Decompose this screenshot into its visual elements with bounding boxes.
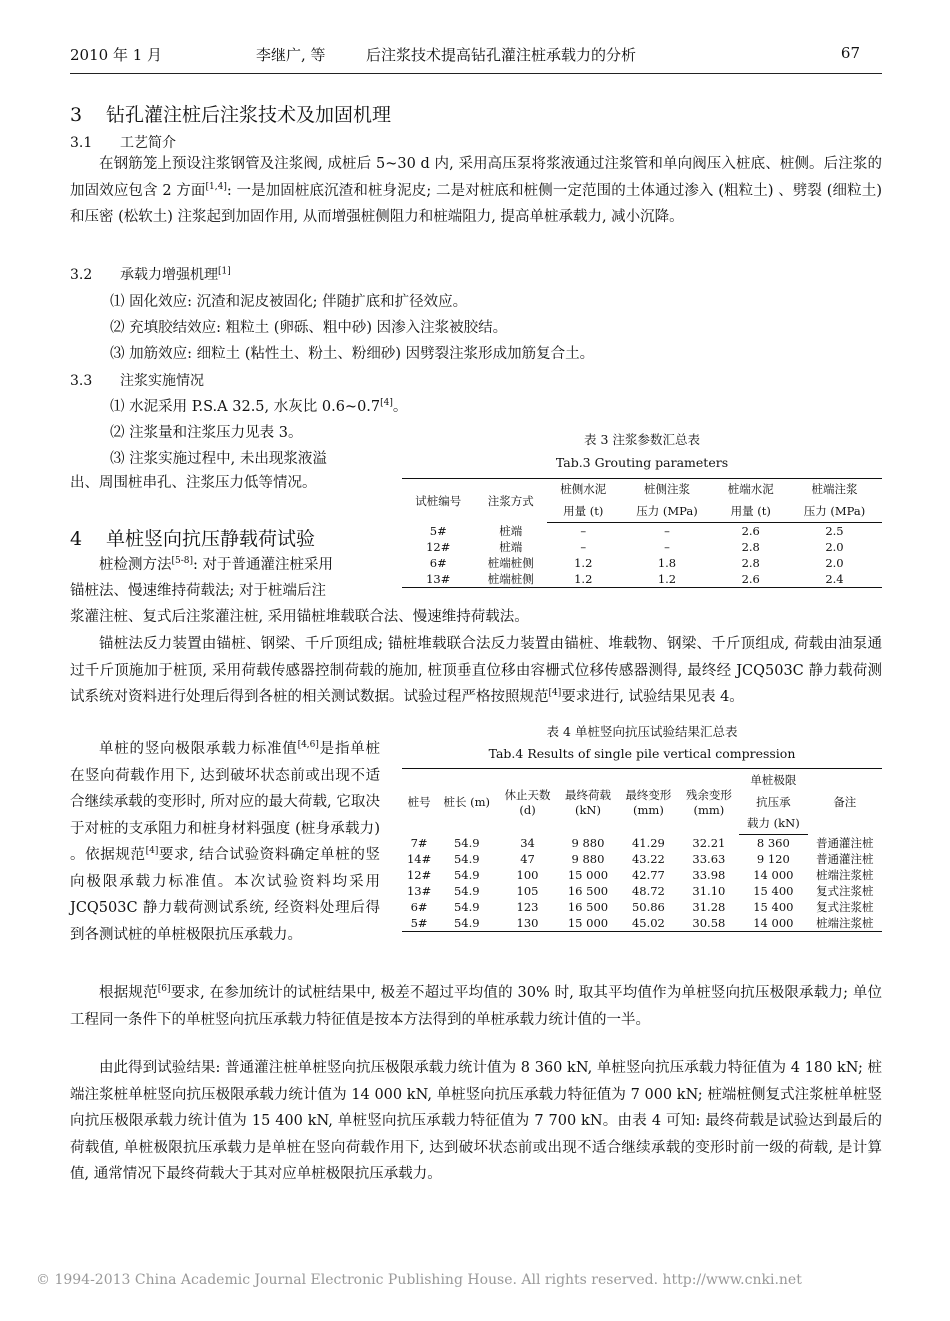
text-run: 根据规范 [99,985,158,1001]
subsection-3-3-number: 3.3 [70,373,93,389]
header-page-number: 67 [840,44,860,62]
subsection-3-1-title: 工艺简介 [120,135,176,151]
paragraph-3-1-part1: 在钢筋笼上预设注浆钢管及注浆阀, 成桩后 5~30 d 内, 采用高压泵将浆液通过注浆管和单向阀压入桩底、桩侧。后注浆的加固效应包含 2 方面 [70,156,882,199]
table-header: 桩长 (m) [436,769,497,835]
table-header: 单桩极限 [739,769,808,791]
table-cell: 30.58 [679,915,739,932]
table-header-line1: 休止天数 [504,787,551,802]
table-header-line1: 最终变形 [625,787,672,802]
paragraph-4-1-line2: 锚桩法、慢速维持荷载法; 对于桩端后注 [70,583,326,599]
running-header [70,44,882,70]
citation: [4] [548,688,562,699]
text-run: 指单桩在竖向荷载作用下, 达到破坏状态前或出现不适合继续承载的变形时, 所对应的最大荷载, 它取决于对桩的支承阻力和桩身材料强度 (桩身承载力) 。依据规范 [70,741,381,863]
table-header [497,769,557,835]
table-header: 用量 (t) [547,500,620,523]
list-item: ⑶ 注浆实施过程中, 未出现浆液溢 [110,451,327,467]
table-row [402,867,882,883]
table-header [558,769,618,835]
paragraph-4-3 [70,736,380,948]
list-item: ⑵ 充填胶结效应: 粗粒土 (卵砾、粗中砂) 因渗入注浆被胶结。 [110,320,508,336]
table-cell: – [664,524,670,538]
paragraph-3-1 [70,151,882,231]
table-4-caption-cn: 表 4 单桩竖向抗压试验结果汇总表 [546,724,738,739]
table-cell: 桩端桩侧 [475,571,548,588]
table-header: 桩侧水泥 [547,479,620,500]
text-run: 桩检测方法 [99,557,172,573]
table-header: 用量 (t) [714,500,787,523]
table-cell: 1.2 [574,556,593,570]
table-cell: 2.6 [714,571,787,588]
section-4-title: 单桩竖向抗压静载荷试验 [106,528,316,550]
list-item: ⑵ 注浆量和注浆压力见表 3。 [110,425,303,441]
paragraph-4-5: 由此得到试验结果: 普通灌注桩单桩竖向抗压极限承载力统计值为 8 360 kN, 单桩竖向抗压承载力特征值为 4 180 kN; 桩端注浆桩单桩竖向抗压极限承载力统计值为 14 000 kN, 单桩竖向抗压承载力特征值为 7 000 kN; 桩端桩侧复式注浆桩单桩竖向抗压极限承载力统计值为 15 400 kN, 单桩竖向抗压承载力特征值为 7 700 kN。由表 4 可知: 最终荷载是试验达到最后的荷载值, 单桩极限抗压承载力是单桩在竖向荷载作用下, 达到破坏状态前或出现不适合继续承载的变形时前一级的荷载, 是计算值, 通常情况下最终荷载大于其对应单桩极限抗压承载力。 [70,1060,882,1182]
citation: [4] [145,846,159,857]
table-cell: 6# [429,556,447,570]
list-item: ⑴ 固化效应: 沉渣和泥皮被固化; 伴随扩底和扩径效应。 [110,294,468,310]
list-item-continuation: 出、周围桩串孔、注浆压力低等情况。 [70,475,317,491]
table-3-caption-en: Tab.3 Grouting parameters [555,455,729,470]
table-cell: 48.72 [631,884,665,898]
table-cell: 34 [520,835,535,850]
table-cell: 2.4 [787,571,882,588]
table-header [618,769,678,835]
table-header: 桩侧注浆 [620,479,715,500]
table-cell: 15 000 [567,868,609,882]
table-cell: 47 [520,852,535,866]
paragraph-4-1-line3: 浆灌注桩、复式后注浆灌注桩, 采用锚桩堆载联合法、慢速维持荷载法。 [70,609,529,625]
table-cell: 100 [516,868,539,882]
list-item-end: 。 [392,399,408,415]
header-rule [70,73,882,74]
table-cell: 2.0 [825,540,844,554]
table-cell: 16 500 [567,884,609,898]
table-cell: 54.9 [453,852,480,866]
table-cell: 5# [402,915,436,932]
table-cell: 6# [410,900,428,914]
table-cell: 1.2 [620,571,715,588]
subsection-3-2-number: 3.2 [70,267,93,283]
table-cell: 1.8 [657,556,677,570]
table-cell: 12# [406,868,432,882]
paragraph-4-2 [70,631,882,711]
table-cell: 5# [429,523,447,538]
table-cell: 13# [402,571,475,588]
table-cell: 54.9 [453,868,480,882]
table-cell: 复式注浆桩 [816,884,874,898]
subsection-3-1-heading [70,132,176,152]
table-cell: 桩端 [499,523,523,538]
section-3-title: 钻孔灌注桩后注浆技术及加固机理 [106,104,392,126]
table-cell: 43.22 [631,852,665,866]
table-cell: 9 880 [571,852,605,866]
paragraph-4-4 [70,980,882,1033]
paragraph-3-1-part2: : 一是加固桩底沉渣和桩身泥皮; 二是对桩底和桩侧一定范围的土体通过渗入 (粗粒土) 、劈裂 (细粒土) 和压密 (松软土) 注浆起到加固作用, 从而增强桩侧阻力和桩端阻力, 提高单桩承载力, 减小沉降。 [70,182,882,225]
citation: [1,4] [205,181,227,192]
table-row [402,915,882,932]
citation: [5-8] [171,556,194,567]
table-cell: 2.5 [825,524,844,538]
text-run: 要求, 在参加统计的试桩结果中, 极差不超过平均值的 30% 时, 取其平均值作为单桩竖向抗压极限承载力; 单位工程同一条件下的单桩竖向抗压承载力特征值是按本方法得到的单桩承载力统计值的一半。 [70,985,883,1028]
subsection-3-3-heading [70,370,204,390]
table-cell: 13# [406,884,432,898]
table-cell: 1.2 [547,571,620,588]
header-authors: 李继广, 等 [256,46,326,64]
table-cell: 54.9 [453,900,480,914]
text-run: : 对于普通灌注桩采用 [193,557,334,573]
list-item-text: ⑴ 水泥采用 P.S.A 32.5, 水灰比 0.6~0.7 [110,399,381,415]
table-cell: 桩端注浆桩 [808,915,882,932]
table-cell: 2.8 [741,556,760,570]
subsection-3-2-heading [70,264,231,284]
table-header-line2: (kN) [574,802,601,817]
table-row [402,883,882,899]
table-header [679,769,739,835]
citation: [6] [157,984,171,995]
list-item [110,395,407,416]
table-cell: 54.9 [453,835,480,850]
copyright-footer: © 1994-2013 China Academic Journal Electronic Publishing House. All rights reserved. http://www.cnki.net [36,1272,802,1288]
list-item: ⑶ 加筋效应: 细粒土 (粘性土、粉土、粉细砂) 因劈裂注浆形成加筋复合土。 [110,346,595,362]
section-4-number: 4 [70,528,83,550]
table-header-line2: (mm) [693,802,725,817]
section-3-heading [70,100,391,127]
table-cell: 54.9 [453,884,480,898]
table-cell: – [664,540,670,554]
table-row [402,851,882,867]
table-cell: 2.0 [825,556,844,570]
table-cell: 2.8 [741,540,760,554]
table-row [402,523,882,540]
text-run: 是 [318,741,335,757]
table-cell: 14 000 [753,868,794,882]
text-run: 锚桩法反力装置由锚桩、钢梁、千斤顶组成; 锚桩堆载联合法反力装置由锚桩、堆载物、钢梁、千斤顶组成, 荷载由油泵通过千斤顶施加于桩顶, 采用荷载传感器控制荷载的施加, 桩顶垂直位移由容栅式位移传感器测得, 最终经 JCQ503C 静力载荷测试系统对资料进行处理后得到各桩的相关测试数据。试验过程严格按照规范 [70,636,882,705]
table-cell: 54.9 [436,915,497,932]
table-header-line1: 残余变形 [685,787,732,802]
table-cell: 9 120 [756,852,790,866]
table-cell: 普通灌注桩 [816,835,874,850]
header-date: 2010 年 1 月 [70,46,163,64]
section-4-heading [70,524,315,551]
table-header: 压力 (MPa) [787,500,882,523]
table-cell: 8 360 [756,836,790,850]
citation: [4,6] [297,740,319,751]
subsection-3-2-title: 承载力增强机理 [120,267,218,283]
section-3-number: 3 [70,104,83,126]
table-row [402,899,882,915]
table-cell: 14# [406,852,432,866]
table-row [402,571,882,588]
table-cell: 33.63 [692,852,726,866]
citation: [1] [218,266,231,277]
table-cell: – [580,524,587,538]
table-header: 注浆方式 [475,479,548,523]
table-cell: 41.29 [631,835,665,850]
table-3-caption-cn: 表 3 注浆参数汇总表 [584,432,700,447]
table-row [402,539,882,555]
table-header: 桩端注浆 [787,479,882,500]
table-4 [402,768,882,932]
table-cell: 9 880 [571,835,605,850]
table-cell: 桩端注浆桩 [816,868,874,882]
table-3 [402,478,882,588]
table-cell: 42.77 [631,868,665,882]
table-cell: 12# [426,540,451,554]
table-header: 桩号 [402,769,436,835]
table-header: 载力 (kN) [739,813,808,835]
table-header-line1: 最终荷载 [564,787,611,802]
table-cell: 桩端桩侧 [487,556,534,570]
subsection-3-1-number: 3.1 [70,135,93,151]
header-title: 后注浆技术提高钻孔灌注桩承载力的分析 [366,46,637,64]
text-run: 单桩的竖向极限承载力标准值 [99,741,298,757]
subsection-3-3-title: 注浆实施情况 [120,373,204,389]
table-cell: 50.86 [631,900,665,914]
table-header-line2: (mm) [633,802,664,817]
table-header: 压力 (MPa) [620,500,715,523]
table-4-caption-en: Tab.4 Results of single pile vertical compression [488,746,796,761]
citation: [4] [380,398,393,409]
table-cell: 15 400 [753,884,794,898]
table-cell: 16 500 [567,900,609,914]
table-cell: 123 [516,900,539,914]
table-cell: 130 [497,915,557,932]
table-cell: 15 400 [753,900,794,914]
table-cell: 7# [410,835,428,850]
paragraph-4-1-line1 [99,552,399,579]
table-header-line2: (d) [519,802,536,817]
table-cell: 普通灌注桩 [816,852,874,866]
table-cell: 14 000 [739,915,808,932]
table-header: 抗压承 [756,794,791,809]
table-cell: 15 000 [558,915,618,932]
table-cell: 31.28 [692,900,726,914]
table-row [402,555,882,571]
table-header: 备注 [808,769,882,835]
table-header: 桩端水泥 [714,479,787,500]
table-cell: 复式注浆桩 [816,900,874,914]
table-cell: 32.21 [692,835,726,850]
table-cell: 桩端 [499,540,523,554]
table-cell: 105 [516,884,539,898]
table-cell: 45.02 [618,915,678,932]
table-cell: – [580,540,587,554]
text-run: 要求进行, 试验结果见表 4。 [561,689,744,705]
table-cell: 2.6 [741,524,760,538]
table-row [402,835,882,852]
text-run: 要求, 结合试验资料确定单桩的竖向极限承载力标准值。本次试验资料均采用 JCQ503C 静力载荷测试系统, 经资料处理后得到各测试桩的单桩极限抗压承载力。 [70,847,381,943]
table-header: 试桩编号 [402,479,475,523]
table-cell: 33.98 [692,868,726,882]
table-cell: 31.10 [692,884,726,898]
